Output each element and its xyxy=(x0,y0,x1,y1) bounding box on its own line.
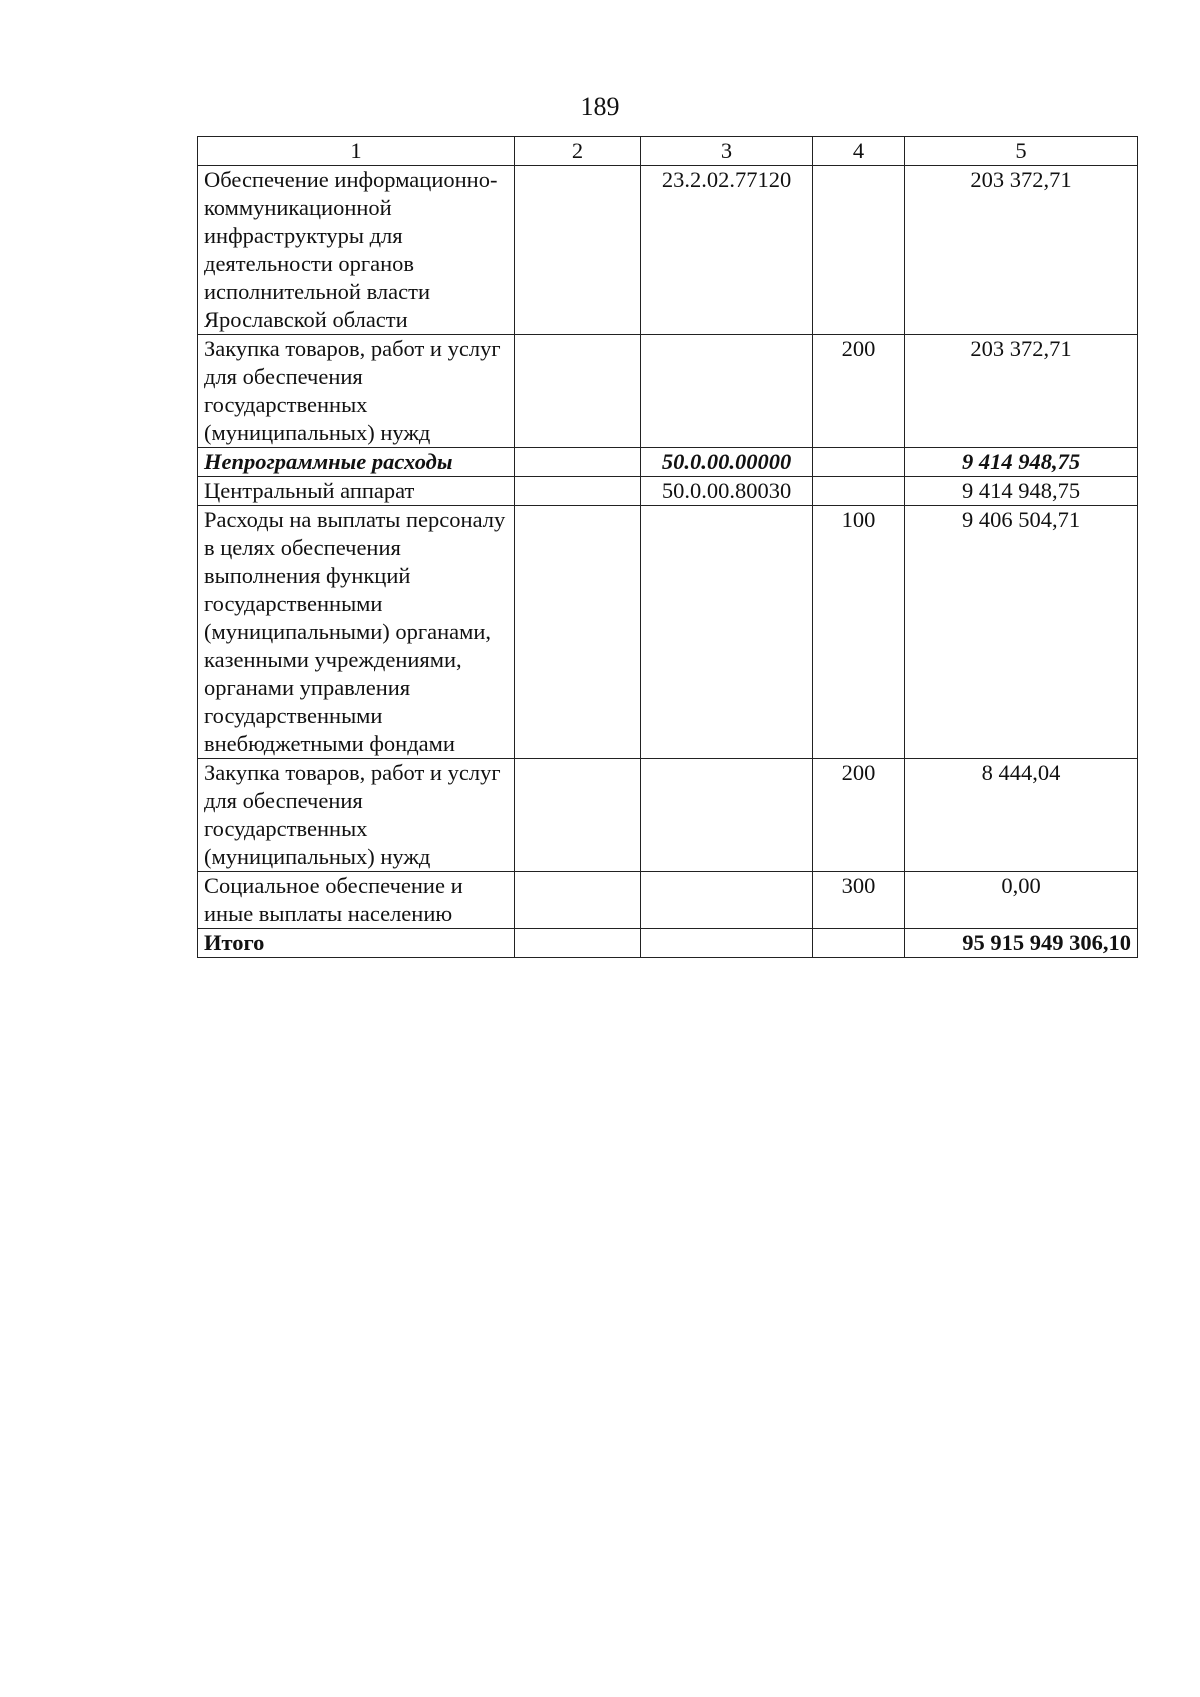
row-name-cell: Центральный аппарат xyxy=(198,477,515,506)
table-row xyxy=(198,335,1138,448)
column-header-2: 2 xyxy=(515,137,641,166)
column-header-3: 3 xyxy=(641,137,813,166)
table-row xyxy=(198,872,1138,929)
total-row xyxy=(198,929,1138,958)
row-col2-cell xyxy=(515,335,641,448)
row-name-cell: Итого xyxy=(198,929,515,958)
row-name-cell: Закупка товаров, работ и услуг для обеспечения государственных (муниципальных) нужд xyxy=(198,759,515,872)
row-col2-cell xyxy=(515,477,641,506)
row-code-cell xyxy=(641,872,813,929)
table-row xyxy=(198,506,1138,759)
row-amount-cell: 9 414 948,75 xyxy=(905,477,1138,506)
row-code-cell xyxy=(641,335,813,448)
budget-table xyxy=(197,136,1138,958)
row-type-cell xyxy=(813,477,905,506)
row-name-cell: Обеспечение информационно-коммуникационной инфраструктуры для деятельности органов исполнительной власти Ярославской области xyxy=(198,166,515,335)
row-code-cell: 50.0.00.00000 xyxy=(641,448,813,477)
row-type-cell: 200 xyxy=(813,759,905,872)
row-code-cell xyxy=(641,506,813,759)
row-amount-cell: 9 414 948,75 xyxy=(905,448,1138,477)
row-col2-cell xyxy=(515,506,641,759)
row-col2-cell xyxy=(515,759,641,872)
row-type-cell xyxy=(813,929,905,958)
row-col2-cell xyxy=(515,448,641,477)
row-amount-cell: 203 372,71 xyxy=(905,335,1138,448)
page-number: 189 xyxy=(580,92,620,121)
row-code-cell xyxy=(641,929,813,958)
row-amount-cell: 203 372,71 xyxy=(905,166,1138,335)
row-name-cell: Социальное обеспечение и иные выплаты населению xyxy=(198,872,515,929)
table-row xyxy=(198,448,1138,477)
row-col2-cell xyxy=(515,166,641,335)
table-row xyxy=(198,477,1138,506)
row-code-cell xyxy=(641,759,813,872)
row-type-cell: 200 xyxy=(813,335,905,448)
row-amount-cell: 8 444,04 xyxy=(905,759,1138,872)
table-row xyxy=(198,759,1138,872)
row-amount-cell: 0,00 xyxy=(905,872,1138,929)
row-code-cell: 23.2.02.77120 xyxy=(641,166,813,335)
column-header-4: 4 xyxy=(813,137,905,166)
row-name-cell: Непрограммные расходы xyxy=(198,448,515,477)
row-name-cell: Закупка товаров, работ и услуг для обеспечения государственных (муниципальных) нужд xyxy=(198,335,515,448)
table-row xyxy=(198,166,1138,335)
column-header-5: 5 xyxy=(905,137,1138,166)
row-type-cell: 300 xyxy=(813,872,905,929)
row-col2-cell xyxy=(515,872,641,929)
row-type-cell xyxy=(813,448,905,477)
row-amount-cell: 95 915 949 306,10 xyxy=(905,929,1138,958)
row-type-cell xyxy=(813,166,905,335)
row-code-cell: 50.0.00.80030 xyxy=(641,477,813,506)
table-header-row xyxy=(198,137,1138,166)
column-header-1: 1 xyxy=(198,137,515,166)
row-col2-cell xyxy=(515,929,641,958)
row-amount-cell: 9 406 504,71 xyxy=(905,506,1138,759)
row-name-cell: Расходы на выплаты персоналу в целях обеспечения выполнения функций государственными (муниципальными) органами, казенными учреждениями, органами управления государственными внебюджетными фондами xyxy=(198,506,515,759)
row-type-cell: 100 xyxy=(813,506,905,759)
